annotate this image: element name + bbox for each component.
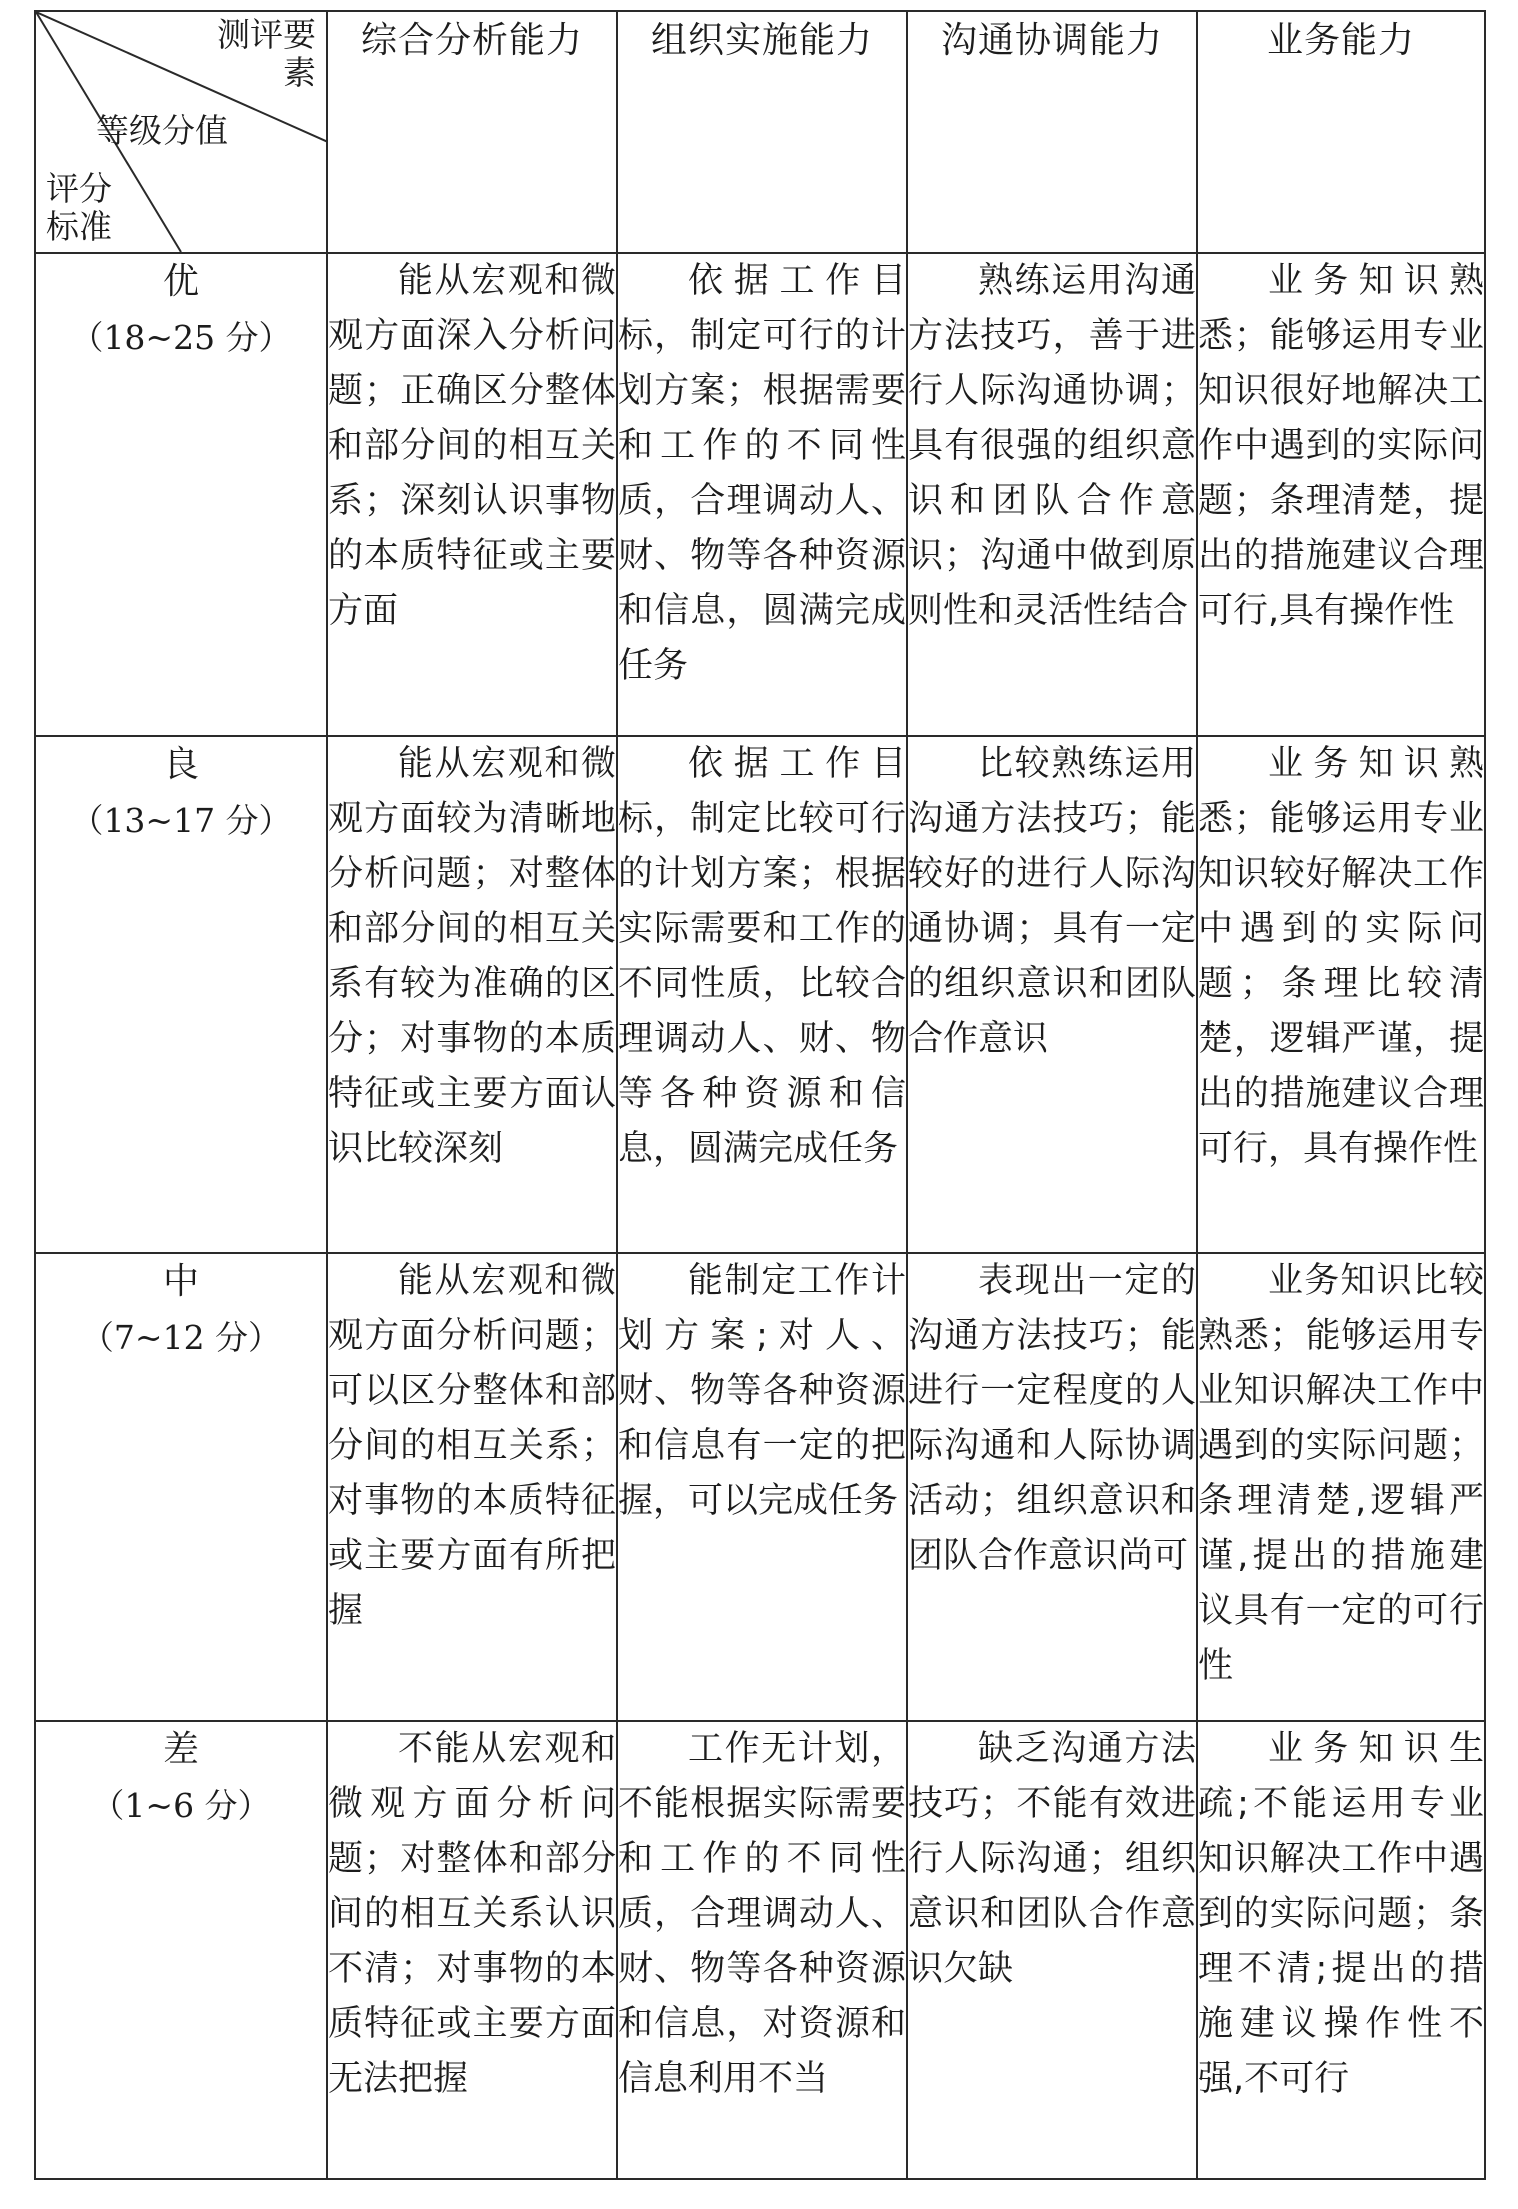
column-header-analysis: 综合分析能力 xyxy=(327,11,617,253)
criteria-cell xyxy=(617,253,907,735)
criteria-cell xyxy=(327,1721,617,2179)
level-cell xyxy=(35,1721,327,2179)
measure-elements-label: 测评要素 xyxy=(217,15,316,92)
criteria-text: 熟练运用沟通方法技巧，善于进行人际沟通协调；具有很强的组织意识和团队合作意识；沟通中做到原则性和灵活性结合 xyxy=(908,261,1196,632)
table-row xyxy=(35,736,1485,1253)
criteria-cell xyxy=(907,736,1197,1253)
criteria-cell xyxy=(1197,1253,1485,1720)
level-cell xyxy=(35,736,327,1253)
level-range: （13~17 分） xyxy=(70,800,292,840)
table-row xyxy=(35,253,1485,735)
criteria-cell xyxy=(327,1253,617,1720)
table-row xyxy=(35,1253,1485,1720)
criteria-text: 业务知识生疏;不能运用专业知识解决工作中遇到的实际问题；条理不清;提出的措施建议操作性不强,不可行 xyxy=(1198,1728,1484,2099)
criteria-text: 能从宏观和微观方面深入分析问题；正确区分整体和部分间的相互关系；深刻认识事物的本质特征或主要方面 xyxy=(328,261,616,632)
level-cell xyxy=(35,1253,327,1720)
criteria-text: 不能从宏观和微观方面分析问题；对整体和部分间的相互关系认识不清；对事物的本质特征或主要方面无法把握 xyxy=(328,1728,616,2099)
level-cell xyxy=(35,253,327,735)
criteria-cell xyxy=(907,1721,1197,2179)
criteria-cell xyxy=(907,1253,1197,1720)
level-range: （18~25 分） xyxy=(70,318,292,358)
criteria-text: 业务知识熟悉；能够运用专业知识较好解决工作中遇到的实际问题；条理比较清楚，逻辑严谨，提出的措施建议合理可行，具有操作性 xyxy=(1198,743,1484,1169)
level-name: 良 xyxy=(162,743,199,785)
criteria-cell xyxy=(1197,736,1485,1253)
level-name: 优 xyxy=(162,261,199,303)
criteria-cell xyxy=(907,253,1197,735)
criteria-text: 能制定工作计划方案;对人、财、物等各种资源和信息有一定的把握，可以完成任务 xyxy=(618,1261,906,1522)
column-header-business: 业务能力 xyxy=(1197,11,1485,253)
criteria-text: 比较熟练运用沟通方法技巧；能较好的进行人际沟通协调；具有一定的组织意识和团队合作意识 xyxy=(908,743,1196,1059)
criteria-cell xyxy=(327,253,617,735)
criteria-text: 依据工作目标，制定可行的计划方案；根据需要和工作的不同性质，合理调动人、财、物等各种资源和信息，圆满完成任务 xyxy=(618,261,906,687)
criteria-text: 工作无计划，不能根据实际需要和工作的不同性质，合理调动人、财、物等各种资源和信息，对资源和信息利用不当 xyxy=(618,1728,906,2099)
header-row xyxy=(35,11,1485,253)
column-header-communication: 沟通协调能力 xyxy=(907,11,1197,253)
criteria-cell xyxy=(1197,253,1485,735)
criteria-text: 能从宏观和微观方面较为清晰地分析问题；对整体和部分间的相互关系有较为准确的区分；对事物的本质特征或主要方面认识比较深刻 xyxy=(328,743,616,1169)
criteria-text: 缺乏沟通方法技巧；不能有效进行人际沟通；组织意识和团队合作意识欠缺 xyxy=(908,1728,1196,1989)
criteria-text: 业务知识比较熟悉；能够运用专业知识解决工作中遇到的实际问题；条理清楚,逻辑严谨,提出的措施建议具有一定的可行性 xyxy=(1198,1261,1484,1687)
table-row xyxy=(35,1721,1485,2179)
criteria-text: 表现出一定的沟通方法技巧；能进行一定程度的人际沟通和人际协调活动；组织意识和团队合作意识尚可 xyxy=(908,1261,1196,1577)
criteria-text: 依据工作目标，制定比较可行的计划方案；根据实际需要和工作的不同性质，比较合理调动人、财、物等各种资源和信息，圆满完成任务 xyxy=(618,743,906,1169)
criteria-text: 能从宏观和微观方面分析问题；可以区分整体和部分间的相互关系；对事物的本质特征或主要方面有所把握 xyxy=(328,1261,616,1632)
level-range: （7~12 分） xyxy=(80,1318,282,1358)
level-name: 中 xyxy=(162,1261,199,1303)
corner-header-cell xyxy=(35,11,327,253)
level-name: 差 xyxy=(162,1728,199,1770)
scoring-standard-label: 评分标准 xyxy=(46,169,112,246)
scoring-criteria-table xyxy=(34,10,1486,2180)
criteria-cell xyxy=(617,736,907,1253)
level-range: （1~6 分） xyxy=(91,1785,271,1825)
column-header-organization: 组织实施能力 xyxy=(617,11,907,253)
criteria-cell xyxy=(617,1253,907,1720)
grade-score-label: 等级分值 xyxy=(96,111,228,150)
criteria-cell xyxy=(327,736,617,1253)
criteria-text: 业务知识熟悉；能够运用专业知识很好地解决工作中遇到的实际问题；条理清楚，提出的措施建议合理可行,具有操作性 xyxy=(1198,261,1484,632)
criteria-cell xyxy=(617,1721,907,2179)
criteria-cell xyxy=(1197,1721,1485,2179)
